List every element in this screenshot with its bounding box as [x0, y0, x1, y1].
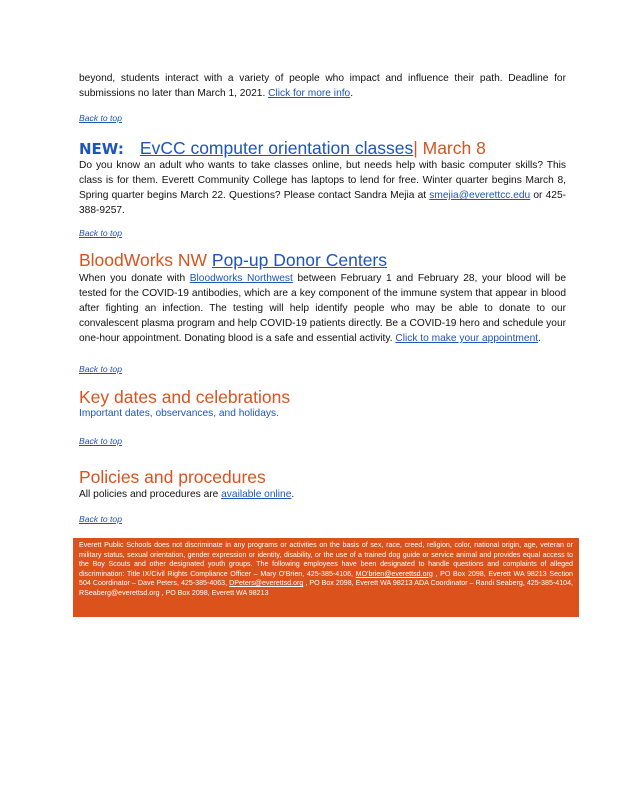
intro-end: . [350, 88, 354, 99]
bloodworks-text: between February 1 and February 28, your blood will be tested for the COVID-19 antibodies, which are a key component of the immune system that appear in blood after fighting an infection. The testing will help identify people who may be able to donate to our convalescent plasma program and help COVID-19 patients directly. Be a COVID-19 hero and schedule your one-hour appointment. Donating blood is a safe and essential activity. [79, 273, 566, 344]
new-tag: NEW: [79, 140, 124, 158]
evcc-heading [79, 138, 486, 159]
nondiscrimination-footer [73, 538, 579, 617]
footer-text-3: , PO Box 2098, Everett WA 98213 ADA Coordinator – Randi Seaberg, 425-385-4104, RSeaberg@everettsd.org , PO Box 2098, Everett WA 98213 [79, 579, 573, 597]
footer-text-1: Everett Public Schools does not discriminate in any programs or activities on the basis of sex, race, creed, religion, color, national origin, age, veteran or military status, sexual orientation, gender expression or identity, disability, or the use of a trained dog guide or service animal and provides equal access to the Boy Scouts and other designated youth groups. The following employees have been designated to handle questions and complaints of alleged discrimination: Title IX/Civil Rights Compliance Officer – Mary O'Brien, 425-385-4106, [79, 541, 573, 578]
available-online-link[interactable]: available online [221, 489, 292, 500]
footer-email-2-link[interactable]: DPeters@everettsd.org [229, 579, 304, 587]
back-to-top-link[interactable]: Back to top [79, 514, 122, 524]
footer-text-2: , PO Box 2098, Everett WA 98213 Section 504 Coordinator – Dave Peters, 425-385-4063, [79, 569, 573, 587]
click-for-more-info-link[interactable]: Click for more info [268, 88, 351, 99]
bloodworks-paragraph [79, 271, 566, 346]
back-to-top-link[interactable]: Back to top [79, 228, 122, 238]
bloodworks-title-link[interactable]: Pop-up Donor Centers [211, 250, 388, 270]
policies-text: All policies and procedures are [79, 489, 222, 500]
evcc-title-suffix: | March 8 [413, 138, 486, 158]
policies-end: . [291, 489, 295, 500]
back-to-top-link[interactable]: Back to top [79, 436, 122, 446]
back-to-top-link[interactable]: Back to top [79, 113, 122, 123]
evcc-text-end: or 425-388-9257. [79, 190, 566, 216]
back-to-top-link[interactable]: Back to top [79, 364, 122, 374]
footer-email-1-link[interactable]: MO'brien@everettsd.org [355, 569, 433, 578]
evcc-paragraph [79, 158, 566, 218]
policies-paragraph [79, 487, 566, 502]
intro-paragraph [79, 71, 566, 101]
intro-text: beyond, students interact with a variety of people who impact and influence their path. Deadline for submissions no later than March 1, 2021. [79, 73, 566, 99]
evcc-text: Do you know an adult who wants to take classes online, but needs help with basic computer skills? This class is for them. Everett Community College has laptops to lend for free. Winter quarter begins March 8, Spring quarter begins March 22. Questions? Please contact Sandra Mejia at [79, 160, 566, 201]
bloodworks-heading [79, 250, 387, 271]
make-appointment-link[interactable]: Click to make your appointment [395, 333, 539, 344]
key-dates-subtitle: Important dates, observances, and holidays. [79, 408, 279, 419]
key-dates-heading: Key dates and celebrations [79, 387, 291, 407]
policies-heading: Policies and procedures [79, 467, 266, 487]
evcc-title-link[interactable]: EvCC computer orientation classes [139, 138, 414, 158]
evcc-email-link[interactable]: smejia@everettcc.edu [429, 190, 531, 201]
bloodworks-end: . [538, 333, 541, 344]
bloodworks-title-prefix: BloodWorks NW [79, 250, 212, 270]
bloodworks-text-start: When you donate with [79, 273, 190, 284]
bloodworks-org-link[interactable]: Bloodworks Northwest [189, 273, 293, 284]
